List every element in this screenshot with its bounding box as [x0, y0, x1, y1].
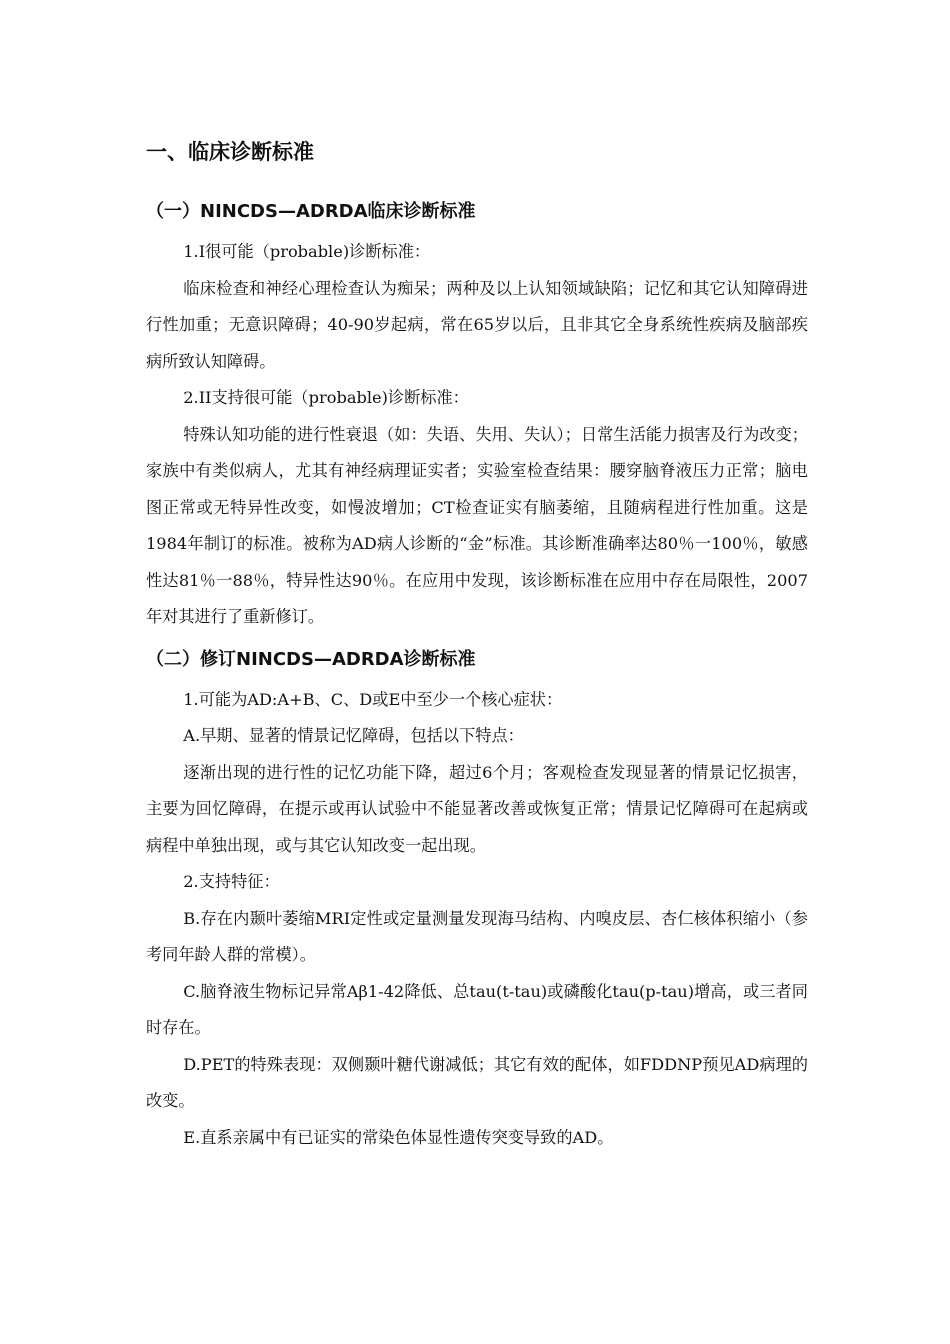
criteria-paragraph: E.直系亲属中有已证实的常染色体显性遗传突变导致的AD。: [183, 1127, 614, 1147]
criteria-paragraph: D.PET的特殊表现：双侧颞叶糖代谢减低；其它有效的配体，如FDDNP预见AD病理的改变。: [146, 1054, 808, 1110]
document-content: [146, 134, 808, 1156]
criteria-paragraph: C.脑脊液生物标记异常Aβ1-42降低、总tau(t-tau)或磷酸化tau(p-tau)增高，或三者同时存在。: [146, 981, 808, 1037]
section-heading-clinical-criteria: 一、临床诊断标准: [146, 140, 314, 164]
criteria-item-heading: 1.I很可能（probable)诊断标准：: [183, 242, 431, 261]
criteria-paragraph: B.存在内颞叶萎缩MRI定性或定量测量发现海马结构、内嗅皮层、杏仁核体积缩小（参考同年龄人群的常模）。: [146, 908, 808, 964]
criteria-item-heading: 2.支持特征：: [183, 872, 280, 891]
criteria-paragraph: 逐渐出现的进行性的记忆功能下降，超过6个月；客观检查发现显著的情景记忆损害，主要为回忆障碍，在提示或再认试验中不能显著改善或恢复正常；情景记忆障碍可在起病或病程中单独出现，或与其它认知改变一起出现。: [146, 762, 808, 855]
subsection-heading-nincds-adrda: （一）NINCDS—ADRDA临床诊断标准: [146, 201, 476, 222]
criteria-item-heading: 2.II支持很可能（probable)诊断标准：: [183, 388, 469, 407]
criteria-item-heading: A.早期、显著的情景记忆障碍，包括以下特点：: [183, 726, 524, 745]
criteria-paragraph: 特殊认知功能的进行性衰退（如：失语、失用、失认）；日常生活能力损害及行为改变；家族中有类似病人，尤其有神经病理证实者；实验室检查结果：腰穿脑脊液压力正常；脑电图正常或无特异性改变，如慢波增加；CT检查证实有脑萎缩，且随病程进行性加重。这是1984年制订的标准。被称为AD病人诊断的“金”标准。其诊断准确率达80％一100％，敏感性达81％一88％，特异性达90％。在应用中发现，该诊断标准在应用中存在局限性，2007年对其进行了重新修订。: [146, 424, 808, 626]
criteria-paragraph: 临床检查和神经心理检查认为痴呆；两种及以上认知领域缺陷；记忆和其它认知障碍进行性加重；无意识障碍；40-90岁起病，常在65岁以后，且非其它全身系统性疾病及脑部疾病所致认知障碍。: [146, 278, 808, 371]
criteria-item-heading: 1.可能为AD:A+B、C、D或E中至少一个核心症状：: [183, 689, 563, 709]
subsection-heading-revised-criteria: （二）修订NINCDS—ADRDA诊断标准: [146, 648, 476, 670]
